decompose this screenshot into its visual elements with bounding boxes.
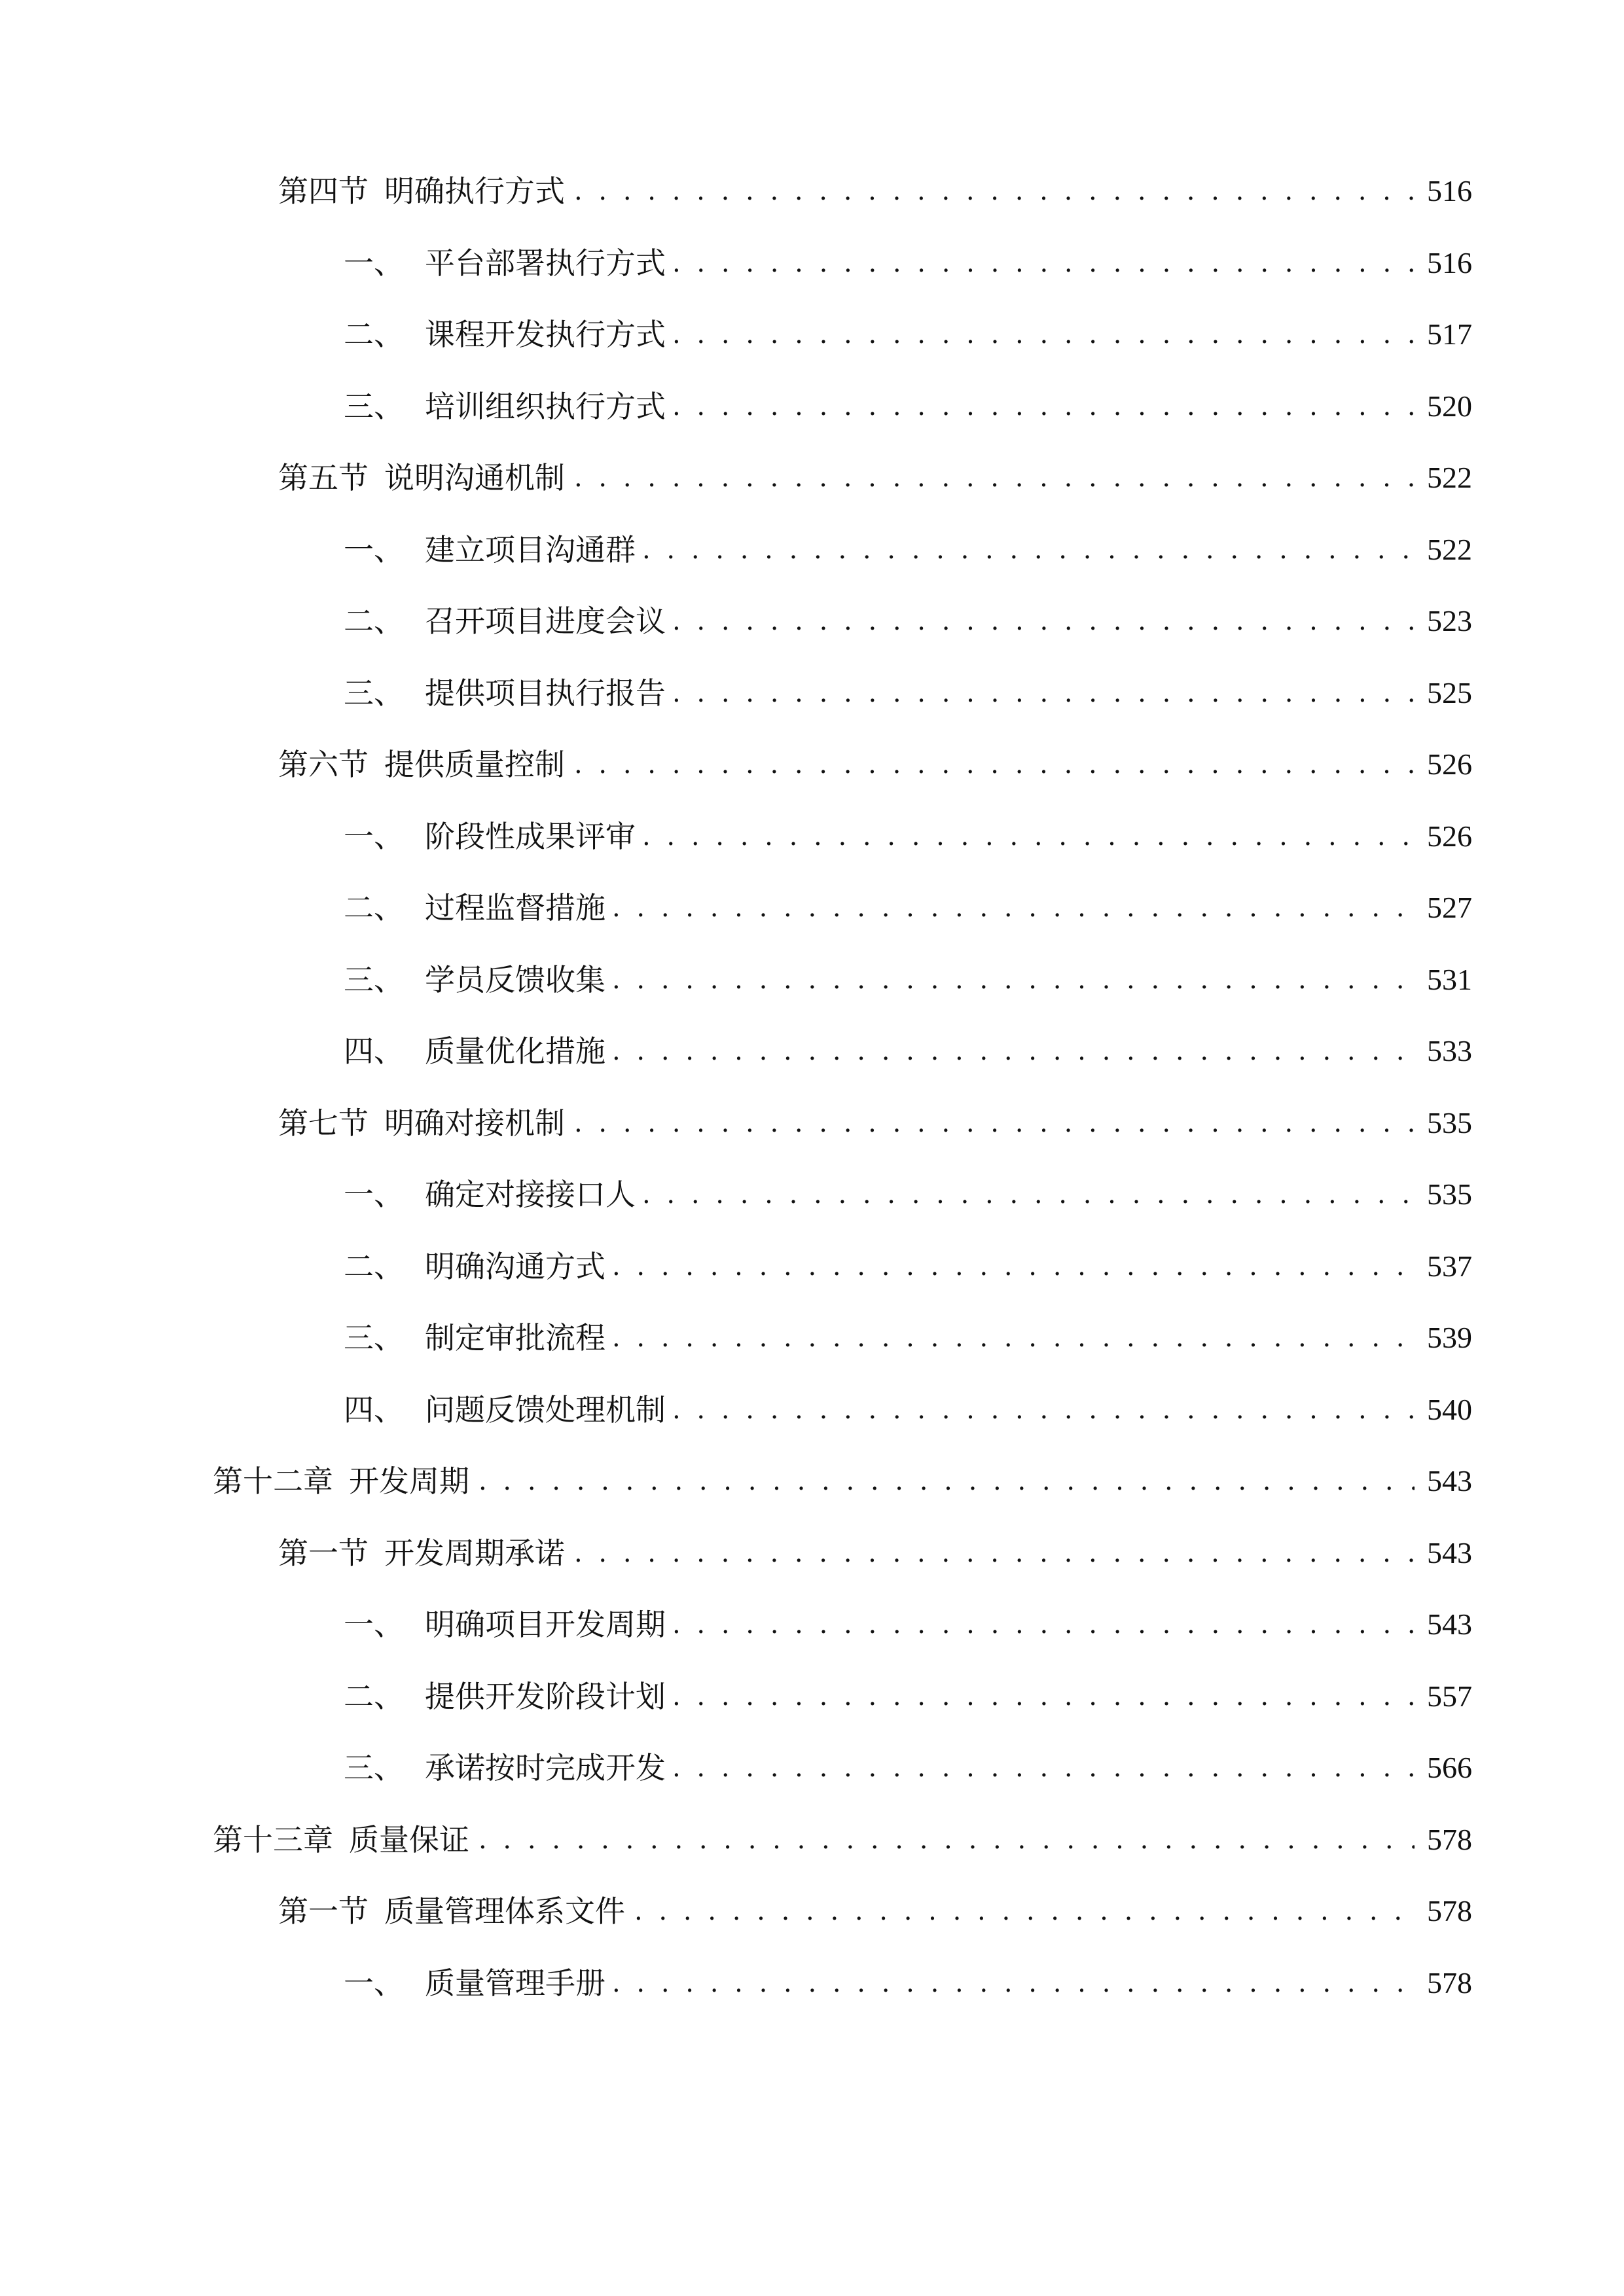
toc-entry-page-number: 566 [1427, 1751, 1472, 1784]
toc-entry[interactable] [344, 524, 1472, 576]
toc-entry-prefix: 一、 [344, 1965, 404, 2001]
toc-entry-title: 建立项目沟通群 [425, 531, 636, 567]
toc-dot-leader [672, 380, 1415, 433]
toc-entry-title: 开发周期 [349, 1463, 469, 1499]
toc-entry-title: 说明沟通机制 [384, 460, 565, 495]
toc-dot-leader [612, 954, 1415, 1006]
toc-entry-title: 明确执行方式 [384, 173, 565, 209]
toc-entry-prefix: 四、 [344, 1391, 404, 1427]
toc-entry-page-number: 522 [1427, 532, 1472, 566]
toc-entry-page-number: 543 [1427, 1464, 1472, 1498]
toc-entry[interactable] [344, 237, 1472, 289]
toc-dot-leader [478, 1455, 1415, 1507]
toc-dot-leader [574, 165, 1415, 217]
toc-entry-page-number: 539 [1427, 1321, 1472, 1354]
toc-entry-prefix: 三、 [344, 388, 404, 424]
toc-entry-title: 明确对接机制 [384, 1105, 565, 1141]
toc-dot-leader [612, 1025, 1415, 1077]
toc-entry-prefix: 三、 [344, 675, 404, 711]
toc-entry-prefix: 二、 [344, 603, 404, 639]
toc-entry-title: 明确沟通方式 [425, 1248, 605, 1284]
toc-entry[interactable] [278, 452, 1472, 504]
toc-entry-title: 质量管理体系文件 [384, 1893, 625, 1929]
toc-entry-page-number: 543 [1427, 1535, 1472, 1570]
toc-entry-title: 召开项目进度会议 [425, 603, 666, 639]
toc-dot-leader [672, 1670, 1415, 1723]
toc-dot-leader [612, 882, 1415, 934]
toc-entry-title: 质量管理手册 [425, 1965, 605, 2001]
toc-entry-prefix: 第六节 [278, 747, 369, 782]
toc-entry-title: 承诺按时完成开发 [425, 1750, 666, 1785]
toc-entry-page-number: 578 [1427, 1822, 1472, 1856]
toc-entry-prefix: 一、 [344, 245, 404, 281]
toc-entry-prefix: 二、 [344, 317, 404, 352]
toc-dot-leader [612, 1957, 1415, 2009]
toc-entry-prefix: 第一节 [278, 1893, 369, 1929]
toc-entry-title: 开发周期承诺 [384, 1535, 565, 1571]
toc-entry-page-number: 531 [1427, 962, 1472, 996]
toc-entry-page-number: 517 [1427, 317, 1472, 351]
toc-dot-leader [672, 667, 1415, 719]
toc-entry[interactable] [344, 308, 1472, 361]
toc-entry-prefix: 第五节 [278, 460, 369, 495]
toc-entry-prefix: 第一节 [278, 1535, 369, 1571]
toc-entry-page-number: 525 [1427, 675, 1472, 709]
toc-entry[interactable] [344, 667, 1472, 719]
toc-entry-prefix: 一、 [344, 818, 404, 854]
toc-entry[interactable] [344, 595, 1472, 647]
toc-entry[interactable] [344, 1957, 1472, 2009]
toc-entry-prefix: 二、 [344, 1248, 404, 1284]
toc-dot-leader [574, 452, 1415, 504]
toc-dot-leader [672, 308, 1415, 361]
toc-entry[interactable] [344, 1025, 1472, 1077]
toc-entry[interactable] [278, 1527, 1472, 1579]
toc-entry[interactable] [344, 882, 1472, 934]
toc-entry[interactable] [344, 1384, 1472, 1436]
toc-entry-page-number: 537 [1427, 1249, 1472, 1283]
toc-dot-leader [672, 595, 1415, 647]
toc-entry[interactable] [278, 738, 1472, 791]
toc-entry-page-number: 520 [1427, 389, 1472, 423]
toc-entry-prefix: 二、 [344, 1678, 404, 1714]
toc-entry-page-number: 543 [1427, 1607, 1472, 1641]
toc-entry-page-number: 535 [1427, 1177, 1472, 1211]
toc-entry-title: 提供质量控制 [384, 747, 565, 782]
toc-entry-title: 质量保证 [349, 1821, 469, 1857]
toc-entry-prefix: 三、 [344, 961, 404, 997]
toc-entry-title: 明确项目开发周期 [425, 1607, 666, 1642]
toc-entry[interactable] [213, 1455, 1472, 1507]
toc-entry-page-number: 527 [1427, 891, 1472, 924]
toc-entry-prefix: 一、 [344, 531, 404, 567]
toc-entry[interactable] [344, 1168, 1472, 1221]
toc-dot-leader [672, 237, 1415, 289]
toc-entry[interactable] [344, 1598, 1472, 1651]
toc-entry-page-number: 526 [1427, 747, 1472, 781]
toc-entry-title: 制定审批流程 [425, 1320, 605, 1355]
toc-entry[interactable] [344, 380, 1472, 433]
toc-entry-title: 问题反馈处理机制 [425, 1391, 666, 1427]
toc-entry-prefix: 三、 [344, 1750, 404, 1785]
toc-entry-page-number: 535 [1427, 1105, 1472, 1139]
toc-entry[interactable] [344, 1240, 1472, 1293]
toc-entry-page-number: 523 [1427, 604, 1472, 637]
toc-entry[interactable] [344, 954, 1472, 1006]
toc-dot-leader [672, 1384, 1415, 1436]
toc-entry-title: 培训组织执行方式 [425, 388, 666, 424]
toc-entry-prefix: 四、 [344, 1033, 404, 1069]
toc-entry-title: 过程监督措施 [425, 890, 605, 925]
toc-dot-leader [642, 810, 1415, 863]
toc-entry[interactable] [344, 1742, 1472, 1794]
toc-entry-prefix: 三、 [344, 1320, 404, 1355]
toc-entry-title: 提供开发阶段计划 [425, 1678, 666, 1714]
toc-entry[interactable] [213, 1814, 1472, 1866]
toc-entry-title: 确定对接接口人 [425, 1177, 636, 1212]
toc-dot-leader [612, 1312, 1415, 1364]
toc-entry-prefix: 一、 [344, 1607, 404, 1642]
toc-entry-title: 学员反馈收集 [425, 961, 605, 997]
toc-dot-leader [574, 738, 1415, 791]
toc-entry-title: 课程开发执行方式 [425, 317, 666, 352]
toc-entry[interactable] [344, 1312, 1472, 1364]
toc-entry[interactable] [278, 1097, 1472, 1149]
toc-entry-prefix: 第十二章 [213, 1463, 333, 1499]
toc-entry-page-number: 578 [1427, 1965, 1472, 2000]
toc-dot-leader [642, 524, 1415, 576]
toc-entry[interactable] [344, 1670, 1472, 1723]
toc-entry-page-number: 516 [1427, 245, 1472, 279]
toc-entry-title: 提供项目执行报告 [425, 675, 666, 711]
toc-entry[interactable] [278, 1885, 1472, 1937]
toc-entry-prefix: 二、 [344, 890, 404, 925]
toc-entry-prefix: 一、 [344, 1177, 404, 1212]
toc-dot-leader [574, 1527, 1415, 1579]
toc-entry-prefix: 第十三章 [213, 1821, 333, 1857]
toc-dot-leader [478, 1814, 1415, 1866]
toc-dot-leader [642, 1168, 1415, 1221]
toc-entry[interactable] [344, 810, 1472, 863]
toc-entry-page-number: 540 [1427, 1392, 1472, 1426]
toc-entry-title: 平台部署执行方式 [425, 245, 666, 281]
toc-entry-page-number: 522 [1427, 461, 1472, 494]
toc-dot-leader [672, 1598, 1415, 1651]
toc-entry-prefix: 第七节 [278, 1105, 369, 1141]
toc-entry-page-number: 516 [1427, 174, 1472, 207]
toc-dot-leader [672, 1742, 1415, 1794]
toc-entry[interactable] [278, 165, 1472, 217]
toc-entry-title: 质量优化措施 [425, 1033, 605, 1069]
toc-entry-page-number: 578 [1427, 1894, 1472, 1928]
toc-entry-page-number: 526 [1427, 819, 1472, 853]
toc-entry-page-number: 557 [1427, 1679, 1472, 1713]
toc-dot-leader [574, 1097, 1415, 1149]
toc-dot-leader [634, 1885, 1415, 1937]
toc-entry-prefix: 第四节 [278, 173, 369, 209]
toc-entry-title: 阶段性成果评审 [425, 818, 636, 854]
toc-dot-leader [612, 1240, 1415, 1293]
toc-entry-page-number: 533 [1427, 1034, 1472, 1067]
